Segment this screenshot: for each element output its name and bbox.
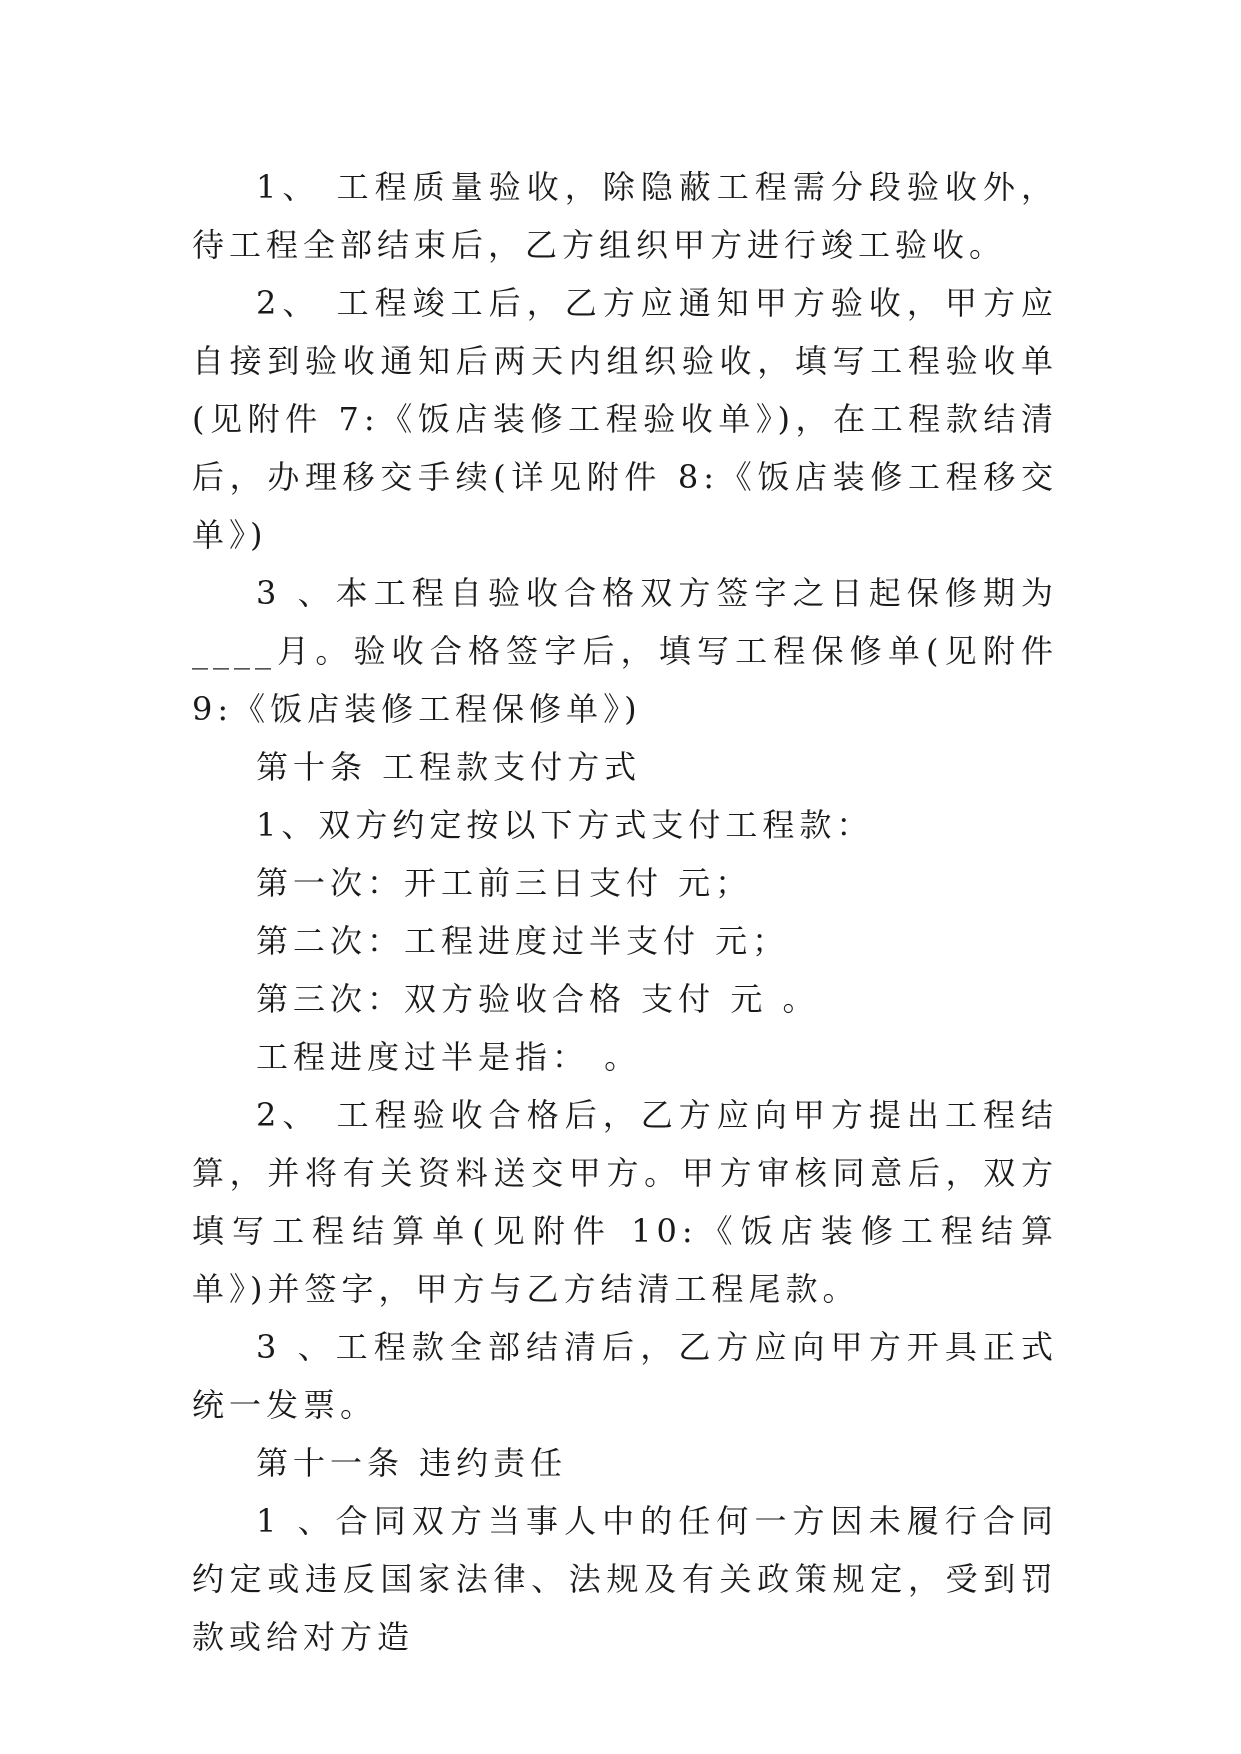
- clause-item-2: 2、 工程竣工后，乙方应通知甲方验收，甲方应自接到验收通知后两天内组织验收，填写工程验收单(见附件 7:《饭店装修工程验收单》)，在工程款结清后，办理移交手续(详见附件 8:《饭店装修工程移交单》): [192, 284, 1058, 554]
- invoice-clause: 3 、工程款全部结清后，乙方应向甲方开具正式统一发票。: [192, 1328, 1058, 1424]
- clause-item-3: 3 、本工程自验收合格双方签字之日起保修期为____月。验收合格签字后，填写工程保修单(见附件 9:《饭店装修工程保修单》): [192, 574, 1074, 728]
- payment-first: 第一次：开工前三日支付 元；: [256, 864, 753, 902]
- payment-intro: 1、双方约定按以下方式支付工程款：: [256, 806, 874, 844]
- article-11-heading: 第十一条 违约责任: [256, 1444, 568, 1482]
- payment-second: 第二次：工程进度过半支付 元；: [256, 922, 790, 960]
- progress-definition: 工程进度过半是指： 。: [256, 1038, 642, 1076]
- liability-clause: 1 、合同双方当事人中的任何一方因未履行合同约定或违反国家法律、法规及有关政策规定，受到罚款或给对方造: [192, 1502, 1058, 1656]
- payment-third: 第三次：双方验收合格 支付 元 。: [256, 980, 820, 1018]
- clause-item-1: 1、 工程质量验收，除隐蔽工程需分段验收外，待工程全部结束后，乙方组织甲方进行竣工验收。: [192, 168, 1058, 264]
- settlement-clause: 2、 工程验收合格后，乙方应向甲方提出工程结算，并将有关资料送交甲方。甲方审核同意后，双方填写工程结算单(见附件 10:《饭店装修工程结算单》)并签字，甲方与乙方结清工程尾款。: [192, 1096, 1058, 1308]
- document-body: [192, 158, 1074, 1666]
- article-10-heading: 第十条 工程款支付方式: [256, 748, 642, 786]
